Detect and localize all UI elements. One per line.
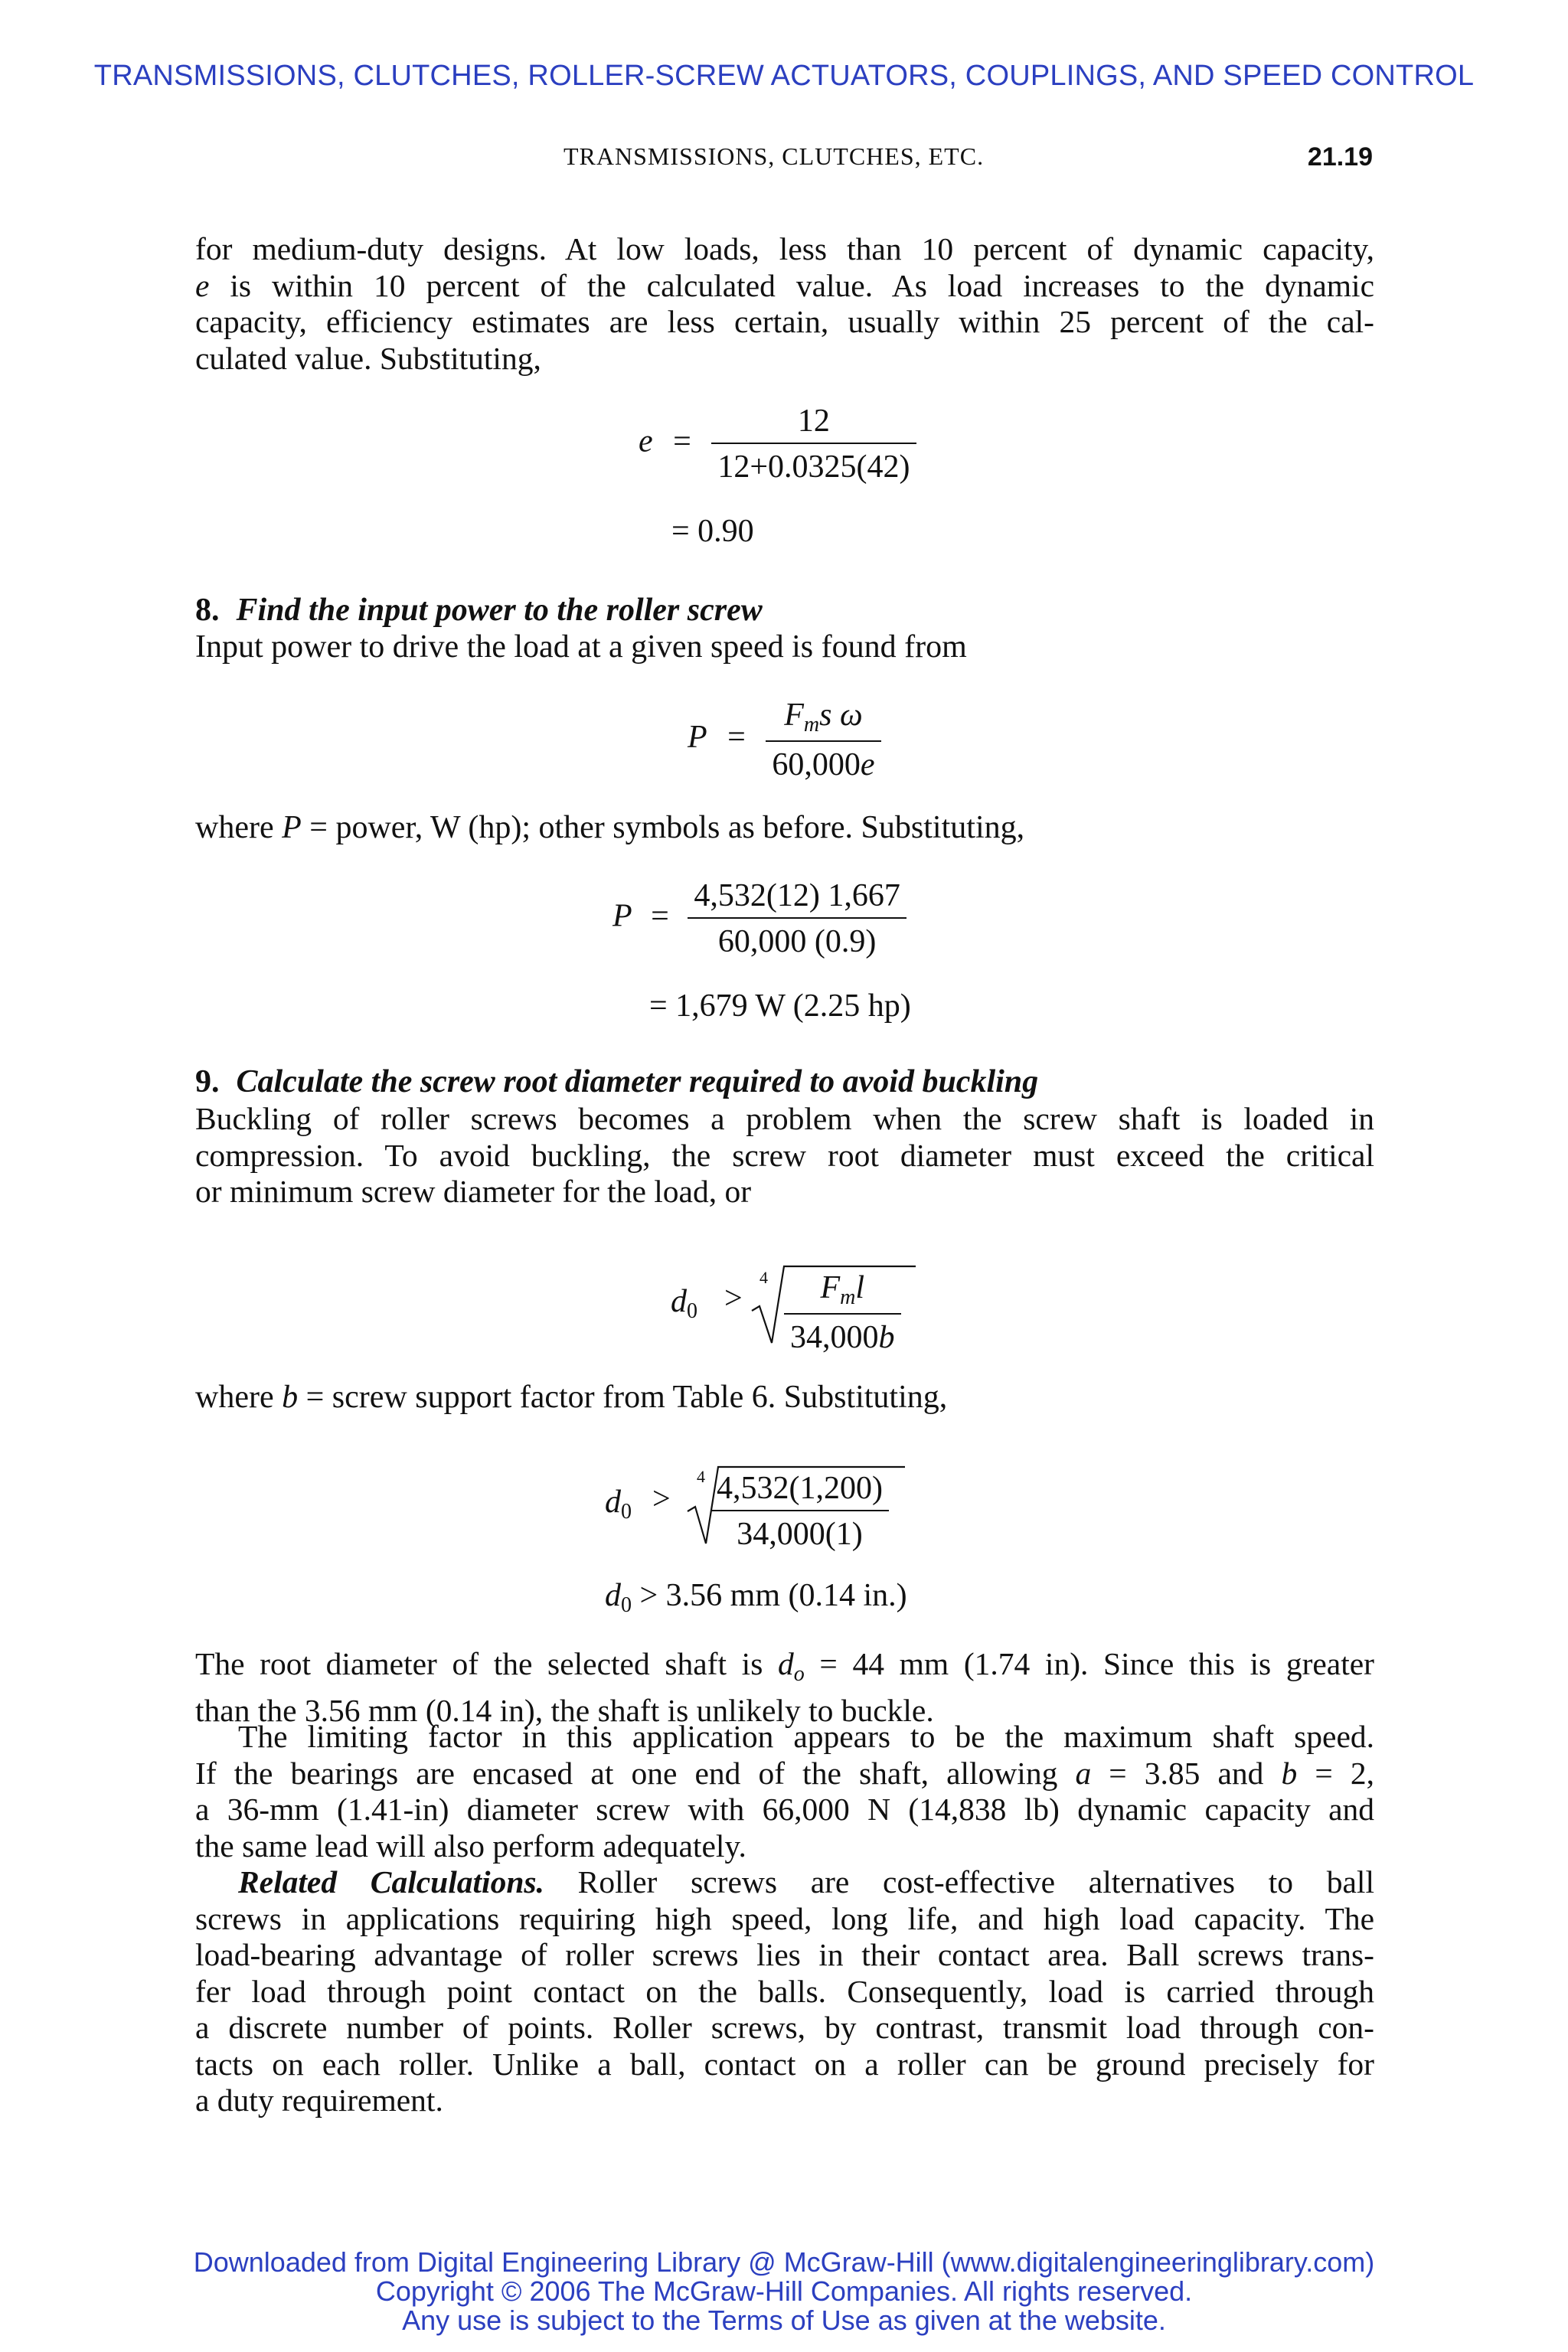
eq-lhs: P	[688, 720, 707, 756]
denominator: 12+0.0325(42)	[711, 443, 916, 485]
related-line-4: fer load through point contact on the balls. Consequently, load is carried through	[195, 1973, 1374, 2009]
denominator	[784, 1313, 901, 1356]
intro-line-3: capacity, efficiency estimates are less certain, usually within 25 percent of the cal-	[195, 304, 1374, 339]
limiting-line-1: The limiting factor in this application appears to be the maximum shaft speed.	[238, 1719, 1374, 1754]
eq-sign: =	[673, 423, 691, 459]
limiting-line-2	[195, 1756, 1374, 1792]
numerator: 4,532(1,200)	[717, 1471, 883, 1506]
var-d: d	[605, 1485, 621, 1520]
fraction	[711, 403, 916, 485]
denominator: 34,000(1)	[710, 1510, 889, 1553]
subscript-0: 0	[687, 1299, 697, 1323]
intro-line-1: for medium-duty designs. At low loads, less than 10 percent of dynamic capacity,	[195, 231, 1374, 266]
numerator: 12	[797, 403, 830, 439]
eq-lhs: P	[612, 898, 632, 934]
constant: 34,000	[790, 1320, 879, 1355]
power-result: = 1,679 W (2.25 hp)	[649, 988, 911, 1024]
subscript-m: m	[803, 713, 820, 737]
step-9-line-3: or minimum screw diameter for the load, or	[195, 1174, 752, 1209]
text: Roller screws are cost-effective alternatives to ball	[544, 1864, 1374, 1900]
where-text: = power, W (hp); other symbols as before. Substituting,	[301, 810, 1025, 845]
power-formula	[688, 697, 881, 783]
text: = 2,	[1297, 1755, 1375, 1791]
footer-line-2: Copyright © 2006 The McGraw-Hill Companies. All rights reserved.	[375, 2275, 1193, 2307]
eq-lhs	[605, 1484, 632, 1524]
root-index: 4	[697, 1467, 705, 1486]
denominator	[766, 740, 880, 783]
numerator	[784, 1269, 901, 1313]
var-d: d	[605, 1578, 621, 1613]
where-label: where	[195, 810, 283, 845]
efficiency-result: = 0.90	[671, 514, 754, 549]
limiting-line-4: the same lead will also perform adequately.	[195, 1828, 746, 1864]
step-9-line-1: Buckling of roller screws becomes a problem when the screw shaft is loaded in	[195, 1101, 1374, 1136]
efficiency-equation	[639, 403, 916, 485]
related-line-7: a duty requirement.	[195, 2082, 443, 2118]
related-line-6: tacts on each roller. Unlike a ball, contact on a roller can be ground precisely for	[195, 2046, 1374, 2082]
intro-line-4: culated value. Substituting,	[195, 340, 541, 376]
conclusion-paragraph	[195, 1646, 1374, 1729]
related-line-2: screws in applications requiring high speed, long life, and high load capacity. The	[195, 1900, 1374, 1936]
fraction	[710, 1470, 889, 1553]
buckling-substitution	[605, 1464, 926, 1556]
var-F: F	[784, 697, 804, 733]
buckling-result	[605, 1577, 907, 1618]
fraction	[784, 1269, 901, 1356]
buckling-where	[195, 1380, 947, 1416]
subscript-o: o	[793, 1662, 805, 1686]
var-a: a	[1075, 1755, 1092, 1791]
step-number: 8.	[195, 593, 220, 628]
buckling-formula	[671, 1263, 916, 1355]
subscript-m: m	[840, 1285, 856, 1309]
var-s-omega: s ω	[819, 697, 863, 733]
var-d: d	[778, 1646, 794, 1681]
var-P: P	[282, 810, 302, 845]
conclusion-line-2: than the 3.56 mm (0.14 in), the shaft is unlikely to buckle.	[195, 1692, 934, 1728]
footer-line-1: Downloaded from Digital Engineering Library @ McGraw-Hill (www.digitalengineeringlibrary.com)	[193, 2246, 1375, 2278]
fraction	[766, 697, 880, 783]
numerator	[766, 697, 880, 740]
step-title: Calculate the screw root diameter required to avoid buckling	[236, 1064, 1039, 1099]
where-text: = screw support factor from Table 6. Substituting,	[298, 1380, 948, 1415]
step-9-line-2: compression. To avoid buckling, the screw root diameter must exceed the critical	[195, 1137, 1374, 1173]
result-value: > 3.56 mm (0.14 in.)	[632, 1578, 907, 1613]
subscript-0: 0	[621, 1500, 632, 1524]
step-8-heading	[195, 593, 763, 629]
constant: 60,000	[772, 747, 861, 782]
step-title: Find the input power to the roller screw	[236, 593, 763, 628]
related-line-1	[195, 1864, 1374, 1901]
eq-sign: =	[651, 898, 669, 934]
power-where	[195, 810, 1024, 847]
text: = 44 mm (1.74 in). Since this is greater	[804, 1646, 1375, 1681]
running-head	[0, 142, 1568, 176]
text: The root diameter of the selected shaft is	[195, 1646, 778, 1681]
var-d: d	[671, 1284, 687, 1319]
where-label: where	[195, 1380, 283, 1415]
eq-lhs: e	[639, 423, 653, 459]
var-b: b	[282, 1380, 299, 1415]
var-l: l	[855, 1270, 865, 1305]
var-e: e	[860, 747, 875, 782]
fraction	[688, 877, 906, 960]
page-number: 21.19	[1307, 142, 1373, 172]
footer-notice	[0, 2248, 1568, 2335]
intro-line-2-text: is within 10 percent of the calculated value. As load increases to the dynamic	[209, 267, 1374, 303]
limiting-paragraph	[195, 1719, 1374, 1864]
intro-line-2	[195, 268, 1374, 305]
intro-paragraph	[195, 231, 1374, 377]
limiting-line-3: a 36-mm (1.41-in) diameter screw with 66,000 N (14,838 lb) dynamic capacity and	[195, 1792, 1374, 1827]
power-substitution	[612, 877, 906, 960]
related-calculations-paragraph	[195, 1864, 1374, 2119]
footer-line-3: Any use is subject to the Terms of Use as given at the website.	[402, 2305, 1166, 2336]
run-in-heading: Related Calculations.	[238, 1864, 544, 1900]
step-number: 9.	[195, 1064, 220, 1099]
document-banner: TRANSMISSIONS, CLUTCHES, ROLLER-SCREW ACTUATORS, COUPLINGS, AND SPEED CONTROL	[93, 60, 1475, 92]
var-e: e	[195, 267, 210, 303]
related-line-5: a discrete number of points. Roller screws, by contrast, transmit load through con-	[195, 2010, 1374, 2045]
var-b: b	[878, 1320, 895, 1355]
root-index: 4	[760, 1268, 768, 1287]
step-9-heading	[195, 1064, 1038, 1101]
greater-than: >	[724, 1281, 743, 1316]
var-b: b	[1281, 1755, 1298, 1791]
related-line-3: load-bearing advantage of roller screws lies in their contact area. Ball screws trans-	[195, 1937, 1374, 1972]
step-8-text: Input power to drive the load at a given speed is found from	[195, 629, 967, 665]
numerator: 4,532(12) 1,667	[694, 878, 900, 913]
denominator: 60,000 (0.9)	[688, 917, 906, 960]
var-F: F	[820, 1270, 841, 1305]
eq-lhs	[671, 1283, 697, 1324]
conclusion-line-1	[195, 1646, 1374, 1693]
step-9-paragraph	[195, 1101, 1374, 1210]
greater-than: >	[652, 1481, 671, 1517]
text: If the bearings are encased at one end of the shaft, allowing	[195, 1755, 1076, 1791]
subscript-0: 0	[621, 1593, 632, 1617]
running-title: TRANSMISSIONS, CLUTCHES, ETC.	[564, 142, 985, 170]
eq-sign: =	[727, 720, 746, 756]
text: = 3.85 and	[1091, 1755, 1282, 1791]
